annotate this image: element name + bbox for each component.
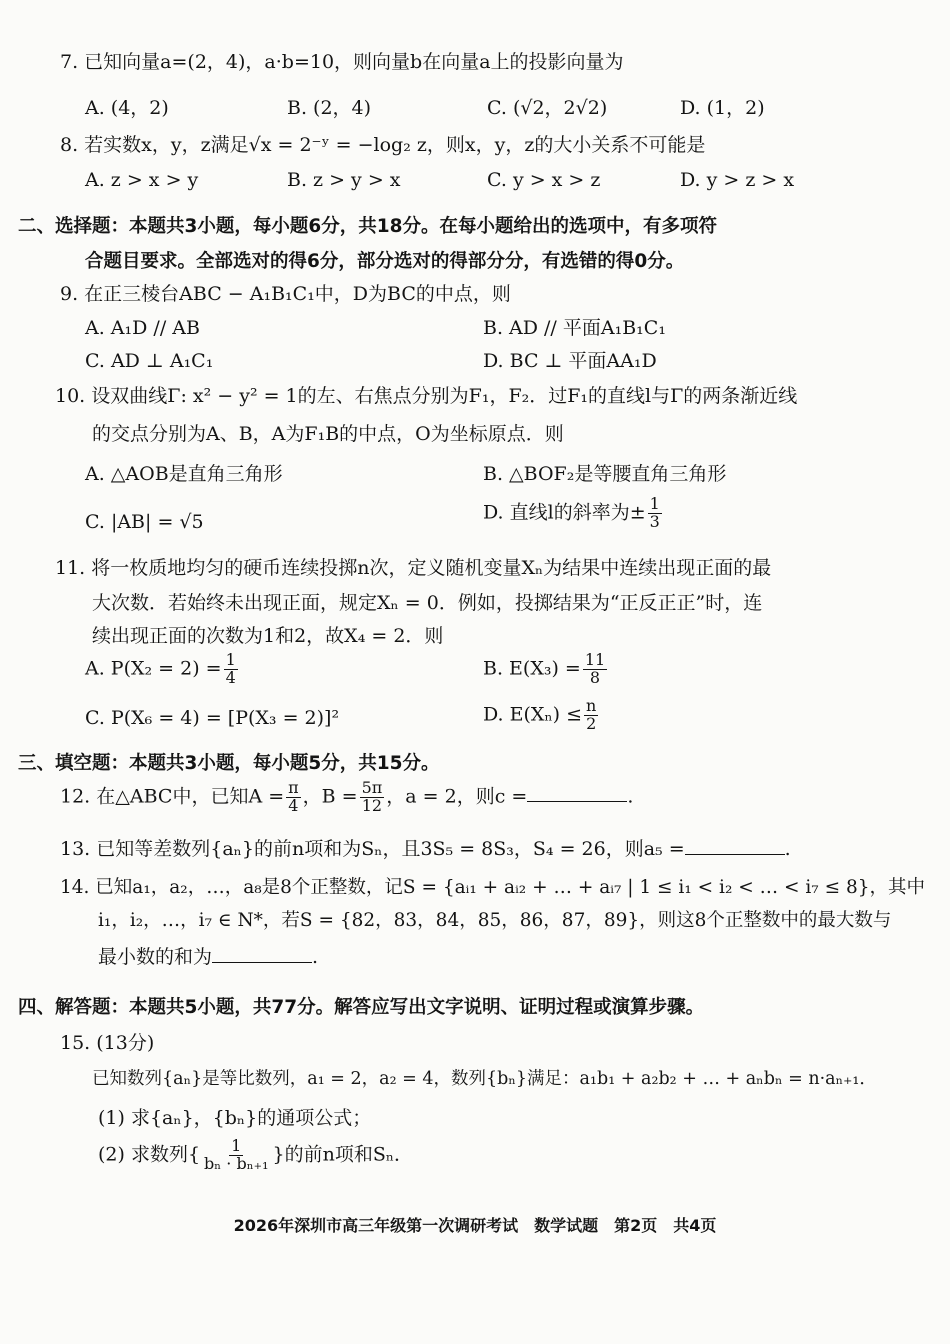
- q11-stem-line3: 续出现正面的次数为1和2，故X₄ = 2．则: [92, 625, 444, 647]
- q8-option-a: A. z > x > y: [85, 169, 199, 191]
- section2-instructions: 合题目要求。全部选对的得6分，部分选对的得部分分，有选错的得0分。: [85, 251, 685, 272]
- q14-answer-blank[interactable]: [212, 943, 312, 963]
- q10-option-d: D. 直线l的斜率为± $\frac{1}{3}$: [483, 494, 660, 531]
- q11-option-c: C. P(X₆ = 4) = [P(X₃ = 2)]²: [85, 707, 340, 729]
- q13-stem: 13. 已知等差数列{aₙ}的前n项和为Sₙ，且3S₅ = 8S₃，S₄ = 26，则a₅ = .: [60, 835, 791, 862]
- section4-heading: 四、解答题：本题共5小题，共77分。解答应写出文字说明、证明过程或演算步骤。: [18, 997, 705, 1018]
- q11-stem-line2: 大次数．若始终未出现正面，规定Xₙ = 0．例如，投掷结果为“正反正正”时，连: [92, 592, 763, 614]
- q7-option-d: D. (1，2): [680, 97, 765, 119]
- q11-option-a: A. P(X₂ = 2) = $\frac{1}{4}$: [85, 650, 236, 687]
- q7-option-b: B. (2，4): [287, 97, 372, 119]
- q9-option-d: D. BC ⊥ 平面AA₁D: [483, 350, 657, 372]
- q13-answer-blank[interactable]: [685, 835, 785, 855]
- section2-heading: 二、选择题：本题共3小题，每小题6分，共18分。在每小题给出的选项中，有多项符: [18, 216, 717, 237]
- q15-stem: 已知数列{aₙ}是等比数列，a₁ = 2，a₂ = 4，数列{bₙ}满足：a₁b₁ + a₂b₂ + … + aₙbₙ = n·aₙ₊₁．: [92, 1069, 877, 1089]
- q10-option-c: C. |AB| = √5: [85, 511, 204, 533]
- q10-option-b: B. △BOF₂是等腰直角三角形: [483, 463, 727, 485]
- section3-heading: 三、填空题：本题共3小题，每小题5分，共15分。: [18, 753, 440, 774]
- q15-heading: 15. (13分): [60, 1032, 155, 1054]
- q14-stem-line2: i₁，i₂，…，i₇ ∈ N*，若S = {82，83，84，85，86，87，89}，则这8个正整数中的最大数与: [98, 910, 892, 931]
- q14-stem-line1: 14. 已知a₁，a₂，…，a₈是8个正整数，记S = {aᵢ₁ + aᵢ₂ + … + aᵢ₇ | 1 ≤ i₁ < i₂ < … < i₇ ≤ 8}，其中: [60, 877, 926, 898]
- q15-part1: (1) 求{aₙ}，{bₙ}的通项公式；: [98, 1107, 372, 1129]
- page-footer: 2026年深圳市高三年级第一次调研考试 数学试题 第2页 共4页: [233, 1216, 717, 1235]
- q8-stem: 8. 若实数x，y，z满足√x = 2⁻ʸ = −log₂ z，则x，y，z的大小关系不可能是: [60, 134, 706, 156]
- q7-stem: 7. 已知向量a=(2，4)，a·b=10，则向量b在向量a上的投影向量为: [60, 51, 624, 73]
- q10-stem-line2: 的交点分别为A、B，A为F₁B的中点，O为坐标原点．则: [92, 423, 564, 445]
- q12-stem: 12. 在△ABC中，已知A = $\frac{\pi}{4}$ ，B = $\frac{5\pi}{12}$ ，a = 2，则c = .: [60, 778, 634, 815]
- q11-option-d: D. E(Xₙ) ≤ $\frac{n}{2}$: [483, 696, 597, 733]
- q7-option-a: A. (4，2): [85, 97, 169, 119]
- q9-stem: 9. 在正三棱台ABC − A₁B₁C₁中，D为BC的中点，则: [60, 283, 511, 305]
- q12-answer-blank[interactable]: [527, 782, 627, 802]
- q10-option-a: A. △AOB是直角三角形: [85, 463, 283, 485]
- q9-option-a: A. A₁D // AB: [85, 317, 200, 339]
- q11-option-b: B. E(X₃) = $\frac{11}{8}$: [483, 650, 606, 687]
- q8-option-d: D. y > z > x: [680, 169, 795, 191]
- q10-stem-line1: 10. 设双曲线Γ: x² − y² = 1的左、右焦点分别为F₁，F₂．过F₁的直线l与Γ的两条渐近线: [55, 385, 798, 407]
- q7-option-c: C. (√2，2√2): [487, 97, 608, 119]
- q9-option-b: B. AD // 平面A₁B₁C₁: [483, 317, 666, 339]
- q8-option-c: C. y > x > z: [487, 169, 601, 191]
- q9-option-c: C. AD ⊥ A₁C₁: [85, 350, 214, 372]
- q14-stem-line3: 最小数的和为 .: [98, 943, 318, 970]
- q11-stem-line1: 11. 将一枚质地均匀的硬币连续投掷n次，定义随机变量Xₙ为结果中连续出现正面的最: [55, 557, 772, 579]
- q15-part2: (2) 求数列{ $\frac{1}{\text{bₙ · bₙ₊₁}}$ }的前n项和Sₙ．: [98, 1136, 414, 1173]
- q8-option-b: B. z > y > x: [287, 169, 401, 191]
